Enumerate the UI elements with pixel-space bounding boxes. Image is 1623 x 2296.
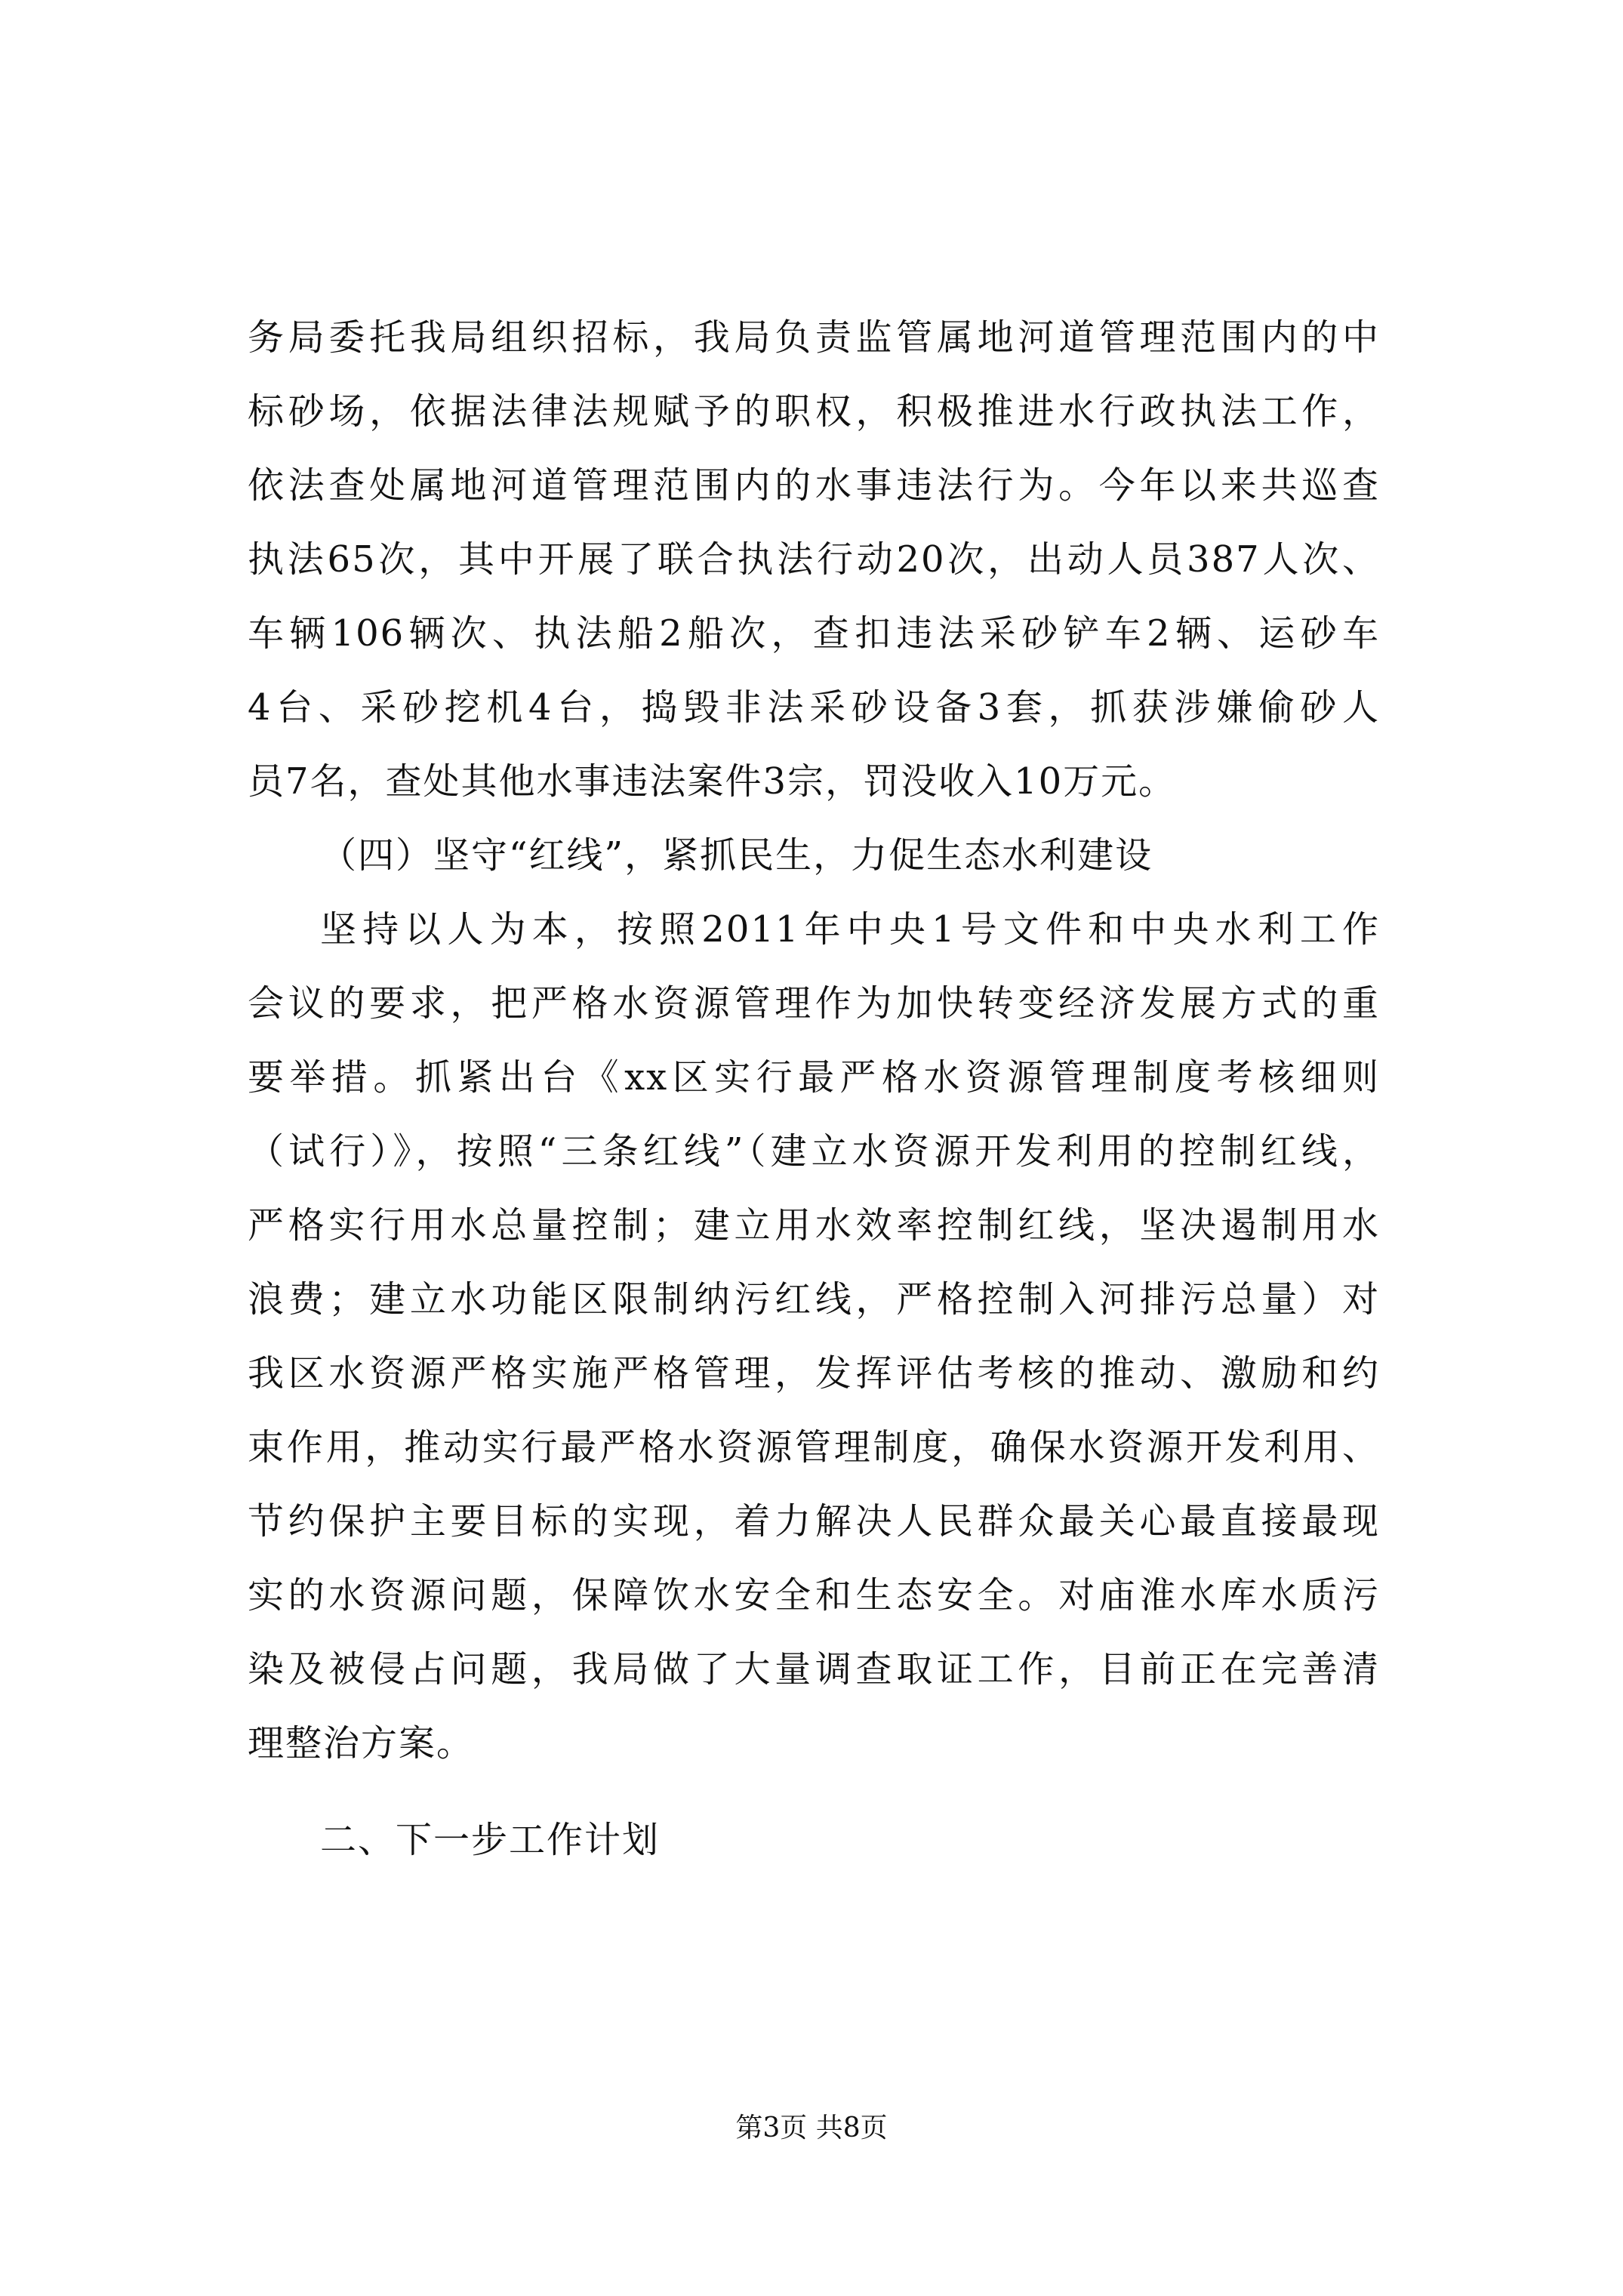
- text-line: 员7名，查处其他水事违法案件3宗，罚没收入10万元。: [248, 760, 1177, 803]
- text-line: 依法查处属地河道管理范围内的水事违法行为。今年以来共巡查: [248, 464, 1380, 507]
- document-body: [248, 300, 1380, 1877]
- section-heading: 二、下一步工作计划: [320, 1819, 661, 1861]
- text-line: 束作用，推动实行最严格水资源管理制度，确保水资源开发利用、: [248, 1426, 1380, 1469]
- text-line: 我区水资源严格实施严格管理，发挥评估考核的推动、激励和约: [248, 1352, 1380, 1395]
- text-line: 4台、采砂挖机4台，捣毁非法采砂设备3套，抓获涉嫌偷砂人: [248, 686, 1380, 729]
- page-footer: [0, 2110, 1623, 2147]
- section-heading: （四）坚守“红线”，紧抓民生，力促生态水利建设: [320, 834, 1153, 877]
- text-line: 标砂场，依据法律法规赋予的职权，积极推进水行政执法工作，: [248, 390, 1380, 433]
- text-line: 执法65次，其中开展了联合执法行动20次，出动人员387人次、: [248, 538, 1380, 581]
- page-number: 第3页 共8页: [735, 2113, 888, 2143]
- text-line: 要举措。抓紧出台《xx区实行最严格水资源管理制度考核细则: [248, 1056, 1380, 1099]
- text-line: 节约保护主要目标的实现，着力解决人民群众最关心最直接最现: [248, 1500, 1380, 1542]
- text-line: 染及被侵占问题，我局做了大量调查取证工作，目前正在完善清: [248, 1648, 1380, 1690]
- text-line: 坚持以人为本，按照2011年中央1号文件和中央水利工作: [320, 908, 1380, 951]
- text-line: 理整治方案。: [248, 1722, 475, 1764]
- text-line: 务局委托我局组织招标，我局负责监管属地河道管理范围内的中: [248, 316, 1380, 359]
- text-line: 浪费；建立水功能区限制纳污红线，严格控制入河排污总量）对: [248, 1278, 1380, 1321]
- text-line: 严格实行用水总量控制；建立用水效率控制红线，坚决遏制用水: [248, 1204, 1380, 1247]
- text-line: 实的水资源问题，保障饮水安全和生态安全。对庙淮水库水质污: [248, 1574, 1380, 1616]
- text-line: 会议的要求，把严格水资源管理作为加快转变经济发展方式的重: [248, 982, 1380, 1025]
- text-line: （试行）》，按照“三条红线”（建立水资源开发利用的控制红线，: [248, 1130, 1380, 1173]
- text-line: 车辆106辆次、执法船2船次，查扣违法采砂铲车2辆、运砂车: [248, 612, 1380, 655]
